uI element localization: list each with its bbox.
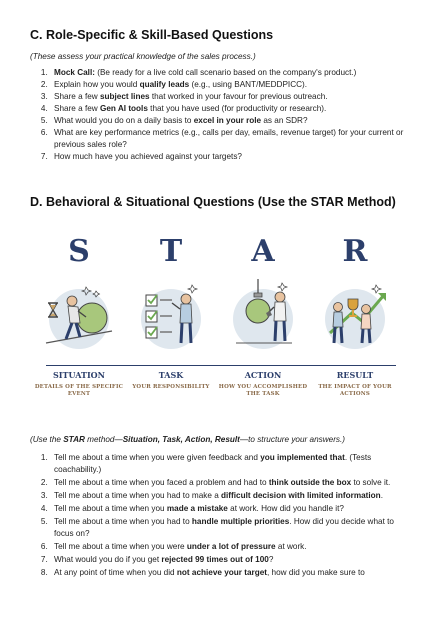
star-label: ACTION: [244, 370, 282, 380]
list-item: 5. What would you do on a daily basis to excel in your role as an SDR?: [50, 115, 412, 127]
star-situation: [34, 219, 124, 398]
list-item: 3. Tell me about a time when you had to make a difficult decision with limited information.: [50, 490, 412, 502]
star-result: [310, 219, 400, 398]
list-item: 5. Tell me about a time when you had to handle multiple priorities. How did you decide what to focus on?: [50, 516, 412, 540]
list-item: 1. Tell me about a time when you were given feedback and you implemented that. (Tests coachability.): [50, 452, 412, 476]
star-method-note: (Use the STAR method—Situation, Task, Action, Result—to structure your answers.): [30, 435, 346, 444]
star-desc: YOUR RESPONSIBILITY: [132, 384, 210, 390]
situation-illustration-icon: [34, 273, 124, 353]
list-item: 8. At any point of time when you did not achieve your target, how did you make sure to: [50, 567, 412, 579]
list-item: 4. Share a few Gen AI tools that you have used (for productivity or research).: [50, 103, 412, 115]
star-letter: T: [159, 234, 183, 269]
star-letter: A: [251, 234, 275, 269]
star-desc: HOW YOU ACCOMPLISHED THE TASK: [218, 384, 308, 397]
star-method-diagram: [30, 219, 412, 429]
star-label: RESULT: [336, 370, 374, 380]
star-label: TASK: [158, 370, 184, 380]
list-item: 4. Tell me about a time when you made a mistake at work. How did you handle it?: [50, 503, 412, 515]
section-d-list: [30, 452, 412, 579]
star-desc: DETAILS OF THE SPECIFIC EVENT: [34, 384, 124, 397]
list-item: 1. Mock Call: (Be ready for a live cold call scenario based on the company's product.): [50, 67, 412, 79]
list-item: 6. Tell me about a time when you were under a lot of pressure at work.: [50, 541, 412, 553]
star-letter: R: [342, 234, 368, 269]
action-illustration-icon: [218, 273, 308, 353]
star-task: [126, 219, 216, 391]
star-label: SITUATION: [53, 370, 105, 380]
list-item: 6. What are key performance metrics (e.g., calls per day, emails, revenue target) for your current or previous sales role?: [50, 127, 412, 151]
list-item: 7. How much have you achieved against your targets?: [50, 151, 412, 163]
list-item: 2. Explain how you would qualify leads (e.g., using BANT/MEDDPICC).: [50, 79, 412, 91]
result-illustration-icon: [310, 273, 400, 353]
list-item: 7. What would you do if you get rejected 99 times out of 100?: [50, 554, 412, 566]
list-item: 2. Tell me about a time when you faced a problem and had to think outside the box to solve it.: [50, 477, 412, 489]
section-c-subtitle: (These assess your practical knowledge of the sales process.): [30, 52, 256, 61]
list-item: 3. Share a few subject lines that worked in your favour for previous outreach.: [50, 91, 412, 103]
star-desc: THE IMPACT OF YOUR ACTIONS: [318, 384, 392, 397]
star-action: [218, 219, 308, 398]
section-c-title: C. Role-Specific & Skill-Based Questions: [30, 28, 274, 42]
star-letter: S: [68, 234, 90, 269]
section-c-list: [30, 67, 412, 163]
task-illustration-icon: [126, 273, 216, 353]
section-d-title: D. Behavioral & Situational Questions (Use the STAR Method): [30, 195, 396, 209]
